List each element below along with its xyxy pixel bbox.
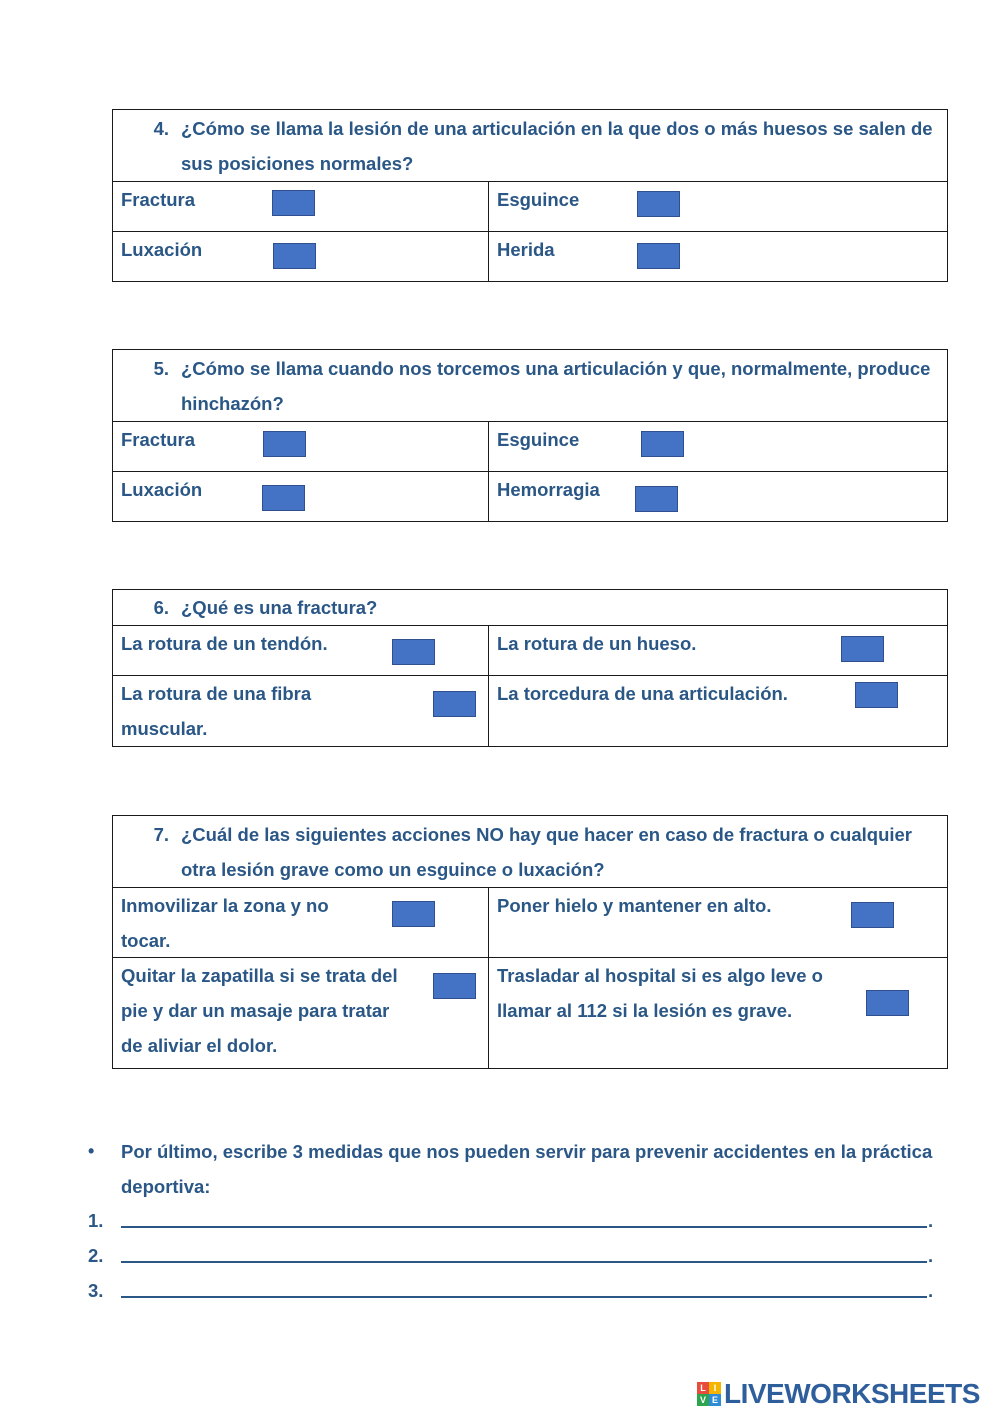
answer-line-2 xyxy=(88,1244,948,1268)
answer-blank[interactable] xyxy=(121,1279,927,1298)
option-row xyxy=(113,676,947,746)
option-label: Trasladar al hospital si es algo leve o llamar al 112 si la lesión es grave. xyxy=(497,965,823,1021)
option-row xyxy=(113,472,947,521)
answer-checkbox[interactable] xyxy=(392,901,435,927)
answer-period: . xyxy=(928,1280,934,1301)
option-cell xyxy=(113,422,489,471)
final-task-text: Por último, escribe 3 medidas que nos pueden servir para prevenir accidentes en la práctica deportiva: xyxy=(121,1141,933,1197)
question-7-header xyxy=(113,816,947,888)
option-cell xyxy=(113,232,489,281)
bullet-icon: • xyxy=(88,1141,95,1161)
option-cell xyxy=(113,182,489,231)
question-7-table xyxy=(112,815,948,1069)
option-cell xyxy=(489,232,947,281)
option-cell xyxy=(489,626,947,675)
option-cell xyxy=(489,958,947,1068)
option-cell xyxy=(489,888,947,957)
option-label: La rotura de una fibra muscular. xyxy=(121,683,312,739)
answer-checkbox[interactable] xyxy=(262,485,305,511)
answer-number: 3. xyxy=(88,1280,104,1301)
question-number: 4. xyxy=(153,118,169,139)
option-label: Poner hielo y mantener en alto. xyxy=(497,895,772,916)
answer-checkbox[interactable] xyxy=(637,243,680,269)
answer-checkbox[interactable] xyxy=(866,990,909,1016)
logo-mark-letter: E xyxy=(709,1394,721,1406)
answer-period: . xyxy=(928,1210,934,1231)
option-label: Luxación xyxy=(121,239,203,260)
option-label: La rotura de un tendón. xyxy=(121,633,328,654)
option-row xyxy=(113,958,947,1068)
option-label: Fractura xyxy=(121,429,196,450)
option-cell xyxy=(489,182,947,231)
question-4-table xyxy=(112,109,948,282)
option-label: Esguince xyxy=(497,189,580,210)
option-row xyxy=(113,888,947,958)
option-cell xyxy=(489,472,947,521)
option-row xyxy=(113,182,947,232)
option-label: Esguince xyxy=(497,429,580,450)
logo-mark-letter: L xyxy=(697,1382,709,1394)
question-6-header xyxy=(113,590,947,626)
answer-checkbox[interactable] xyxy=(272,190,315,216)
option-row xyxy=(113,422,947,472)
option-row xyxy=(113,626,947,676)
option-cell xyxy=(113,888,489,957)
option-label: La rotura de un hueso. xyxy=(497,633,697,654)
final-task-instruction xyxy=(88,1134,948,1204)
option-cell xyxy=(113,472,489,521)
answer-checkbox[interactable] xyxy=(263,431,306,457)
logo-mark-letter: I xyxy=(709,1382,721,1394)
option-cell xyxy=(489,676,947,746)
logo-text: LIVEWORKSHEETS xyxy=(724,1378,980,1409)
question-text: ¿Qué es una fractura? xyxy=(181,597,378,618)
answer-checkbox[interactable] xyxy=(855,682,898,708)
answer-checkbox[interactable] xyxy=(635,486,678,512)
question-text: ¿Cómo se llama cuando nos torcemos una articulación y que, normalmente, produce hinchazón? xyxy=(181,358,931,414)
option-label: Fractura xyxy=(121,189,196,210)
question-6-table xyxy=(112,589,948,747)
answer-checkbox[interactable] xyxy=(841,636,884,662)
question-text: ¿Cuál de las siguientes acciones NO hay que hacer en caso de fractura o cualquier otra lesión grave como un esguince o luxación? xyxy=(181,824,913,880)
option-label: Herida xyxy=(497,239,555,260)
question-5-table xyxy=(112,349,948,522)
option-cell xyxy=(113,626,489,675)
question-4-header xyxy=(113,110,947,182)
option-row xyxy=(113,232,947,281)
answer-checkbox[interactable] xyxy=(273,243,316,269)
answer-checkbox[interactable] xyxy=(637,191,680,217)
answer-checkbox[interactable] xyxy=(433,691,476,717)
option-label: Quitar la zapatilla si se trata del pie y dar un masaje para tratar de aliviar el dolor. xyxy=(121,965,398,1056)
question-number: 5. xyxy=(153,358,169,379)
question-number: 7. xyxy=(153,824,169,845)
option-label: Hemorragia xyxy=(497,479,600,500)
question-5-header xyxy=(113,350,947,422)
question-number: 6. xyxy=(153,597,169,618)
option-cell xyxy=(489,422,947,471)
option-label: Luxación xyxy=(121,479,203,500)
answer-blank[interactable] xyxy=(121,1209,927,1228)
final-task xyxy=(88,1134,948,1204)
answer-number: 2. xyxy=(88,1245,104,1266)
liveworksheets-logo xyxy=(697,1378,980,1410)
answer-checkbox[interactable] xyxy=(851,902,894,928)
logo-mark-icon xyxy=(697,1382,721,1406)
answer-blank[interactable] xyxy=(121,1244,927,1263)
option-label: La torcedura de una articulación. xyxy=(497,683,788,704)
answer-checkbox[interactable] xyxy=(433,973,476,999)
option-label: Inmovilizar la zona y no tocar. xyxy=(121,895,329,951)
answer-period: . xyxy=(928,1245,934,1266)
answer-line-1 xyxy=(88,1209,948,1233)
answer-number: 1. xyxy=(88,1210,104,1231)
answer-checkbox[interactable] xyxy=(641,431,684,457)
logo-mark-letter: V xyxy=(697,1394,709,1406)
question-text: ¿Cómo se llama la lesión de una articulación en la que dos o más huesos se salen de sus posiciones normales? xyxy=(181,118,933,174)
answer-checkbox[interactable] xyxy=(392,639,435,665)
option-cell xyxy=(113,958,489,1068)
option-cell xyxy=(113,676,489,746)
answer-line-3 xyxy=(88,1279,948,1303)
